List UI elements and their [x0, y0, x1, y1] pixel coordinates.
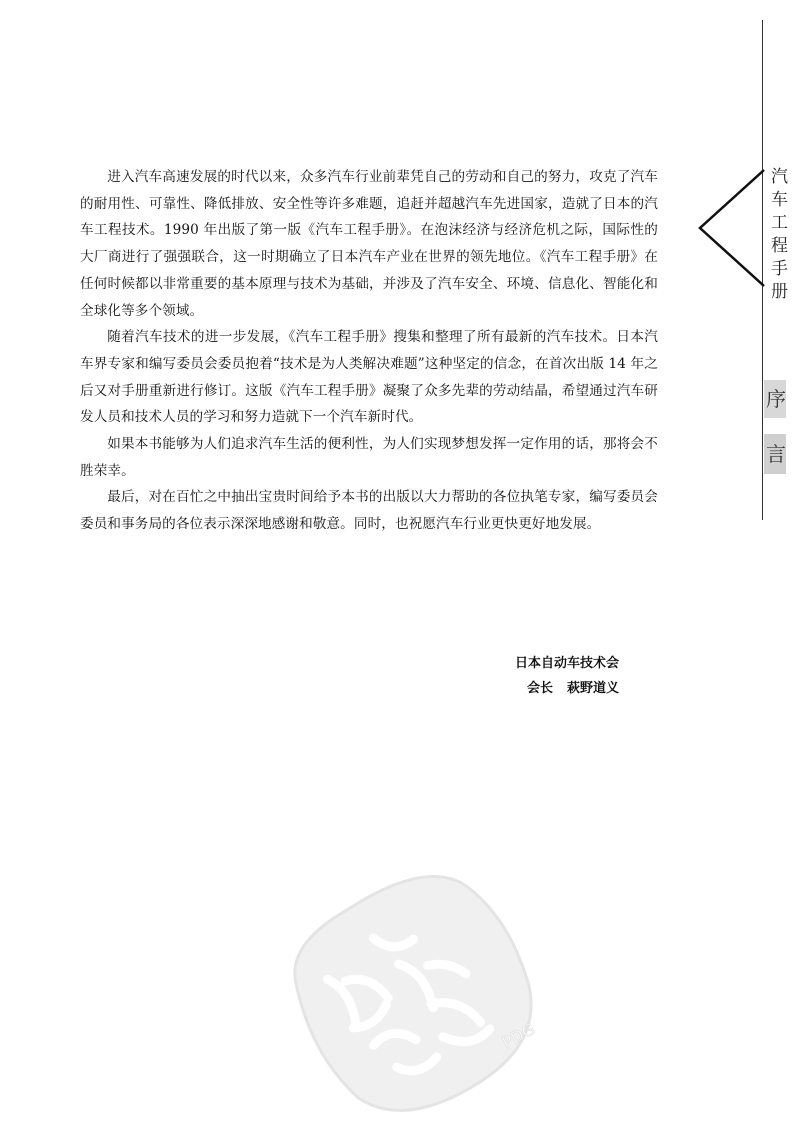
signature-block — [515, 651, 619, 701]
signature-name: 萩野道义 — [567, 681, 620, 696]
paragraph-3: 如果本书能够为人们追求汽车生活的便利性，为人们实现梦想发挥一定作用的话，那将会不胜荣幸。 — [80, 436, 658, 479]
seal-watermark — [285, 870, 545, 1120]
side-tab-box-label: 序 — [766, 387, 786, 411]
signature-organization: 日本自动车技术会 — [515, 656, 620, 671]
watermark-text: PDG — [498, 1019, 539, 1053]
side-tab-box-preface — [764, 380, 786, 418]
side-tab-box-label: 言 — [766, 442, 786, 466]
side-tab-char: 程 — [771, 236, 788, 256]
side-tab-title — [771, 166, 786, 304]
paragraph-4: 最后，对在百忙之中抽出宝贵时间给予本书的出版以大力帮助的各位执笔专家，编写委员会委员和事务局的各位表示深深地感谢和敬意。同时，也祝愿汽车行业更快更好地发展。 — [80, 489, 658, 533]
signature-role: 会长 — [527, 681, 554, 696]
side-tab-char: 汽 — [771, 167, 788, 187]
paragraph-1: 进入汽车高速发展的时代以来，众多汽车行业前辈凭自己的劳动和自己的努力，攻克了汽车的耐用性、可靠性、降低排放、安全性等许多难题，追赶并超越汽车先进国家，造就了日本的汽车工程技术。1990 年出版了第一版《汽车工程手册》。在泡沫经济与经济危机之际，国际性的大厂商进行了强强联合，这一时期确立了日本汽车产业在世界的领先地位。《汽车工程手册》在任何时候都以非常重要的基本原理与技术为基础，并涉及了汽车安全、环境、信息化、智能化和全球化等多个领域。 — [80, 169, 658, 319]
side-tab-char: 册 — [771, 282, 788, 302]
chevron-left-icon — [696, 168, 766, 288]
side-tab-char: 车 — [771, 190, 788, 210]
preface-body — [80, 164, 658, 538]
side-tab-box-words — [764, 434, 786, 474]
side-tab-char: 手 — [771, 259, 788, 279]
signature-name-line — [515, 676, 619, 701]
side-tab-char: 工 — [771, 213, 788, 233]
paragraph-2: 随着汽车技术的进一步发展，《汽车工程手册》搜集和整理了所有最新的汽车技术。日本汽车界专家和编写委员会委员抱着“技术是为人类解决难题”这种坚定的信念，在首次出版 14 年之后又对手册重新进行修订。这版《汽车工程手册》凝聚了众多先辈的劳动结晶，希望通过汽车研发人员和技术人员的学习和努力造就下一个汽车新时代。 — [80, 329, 658, 426]
